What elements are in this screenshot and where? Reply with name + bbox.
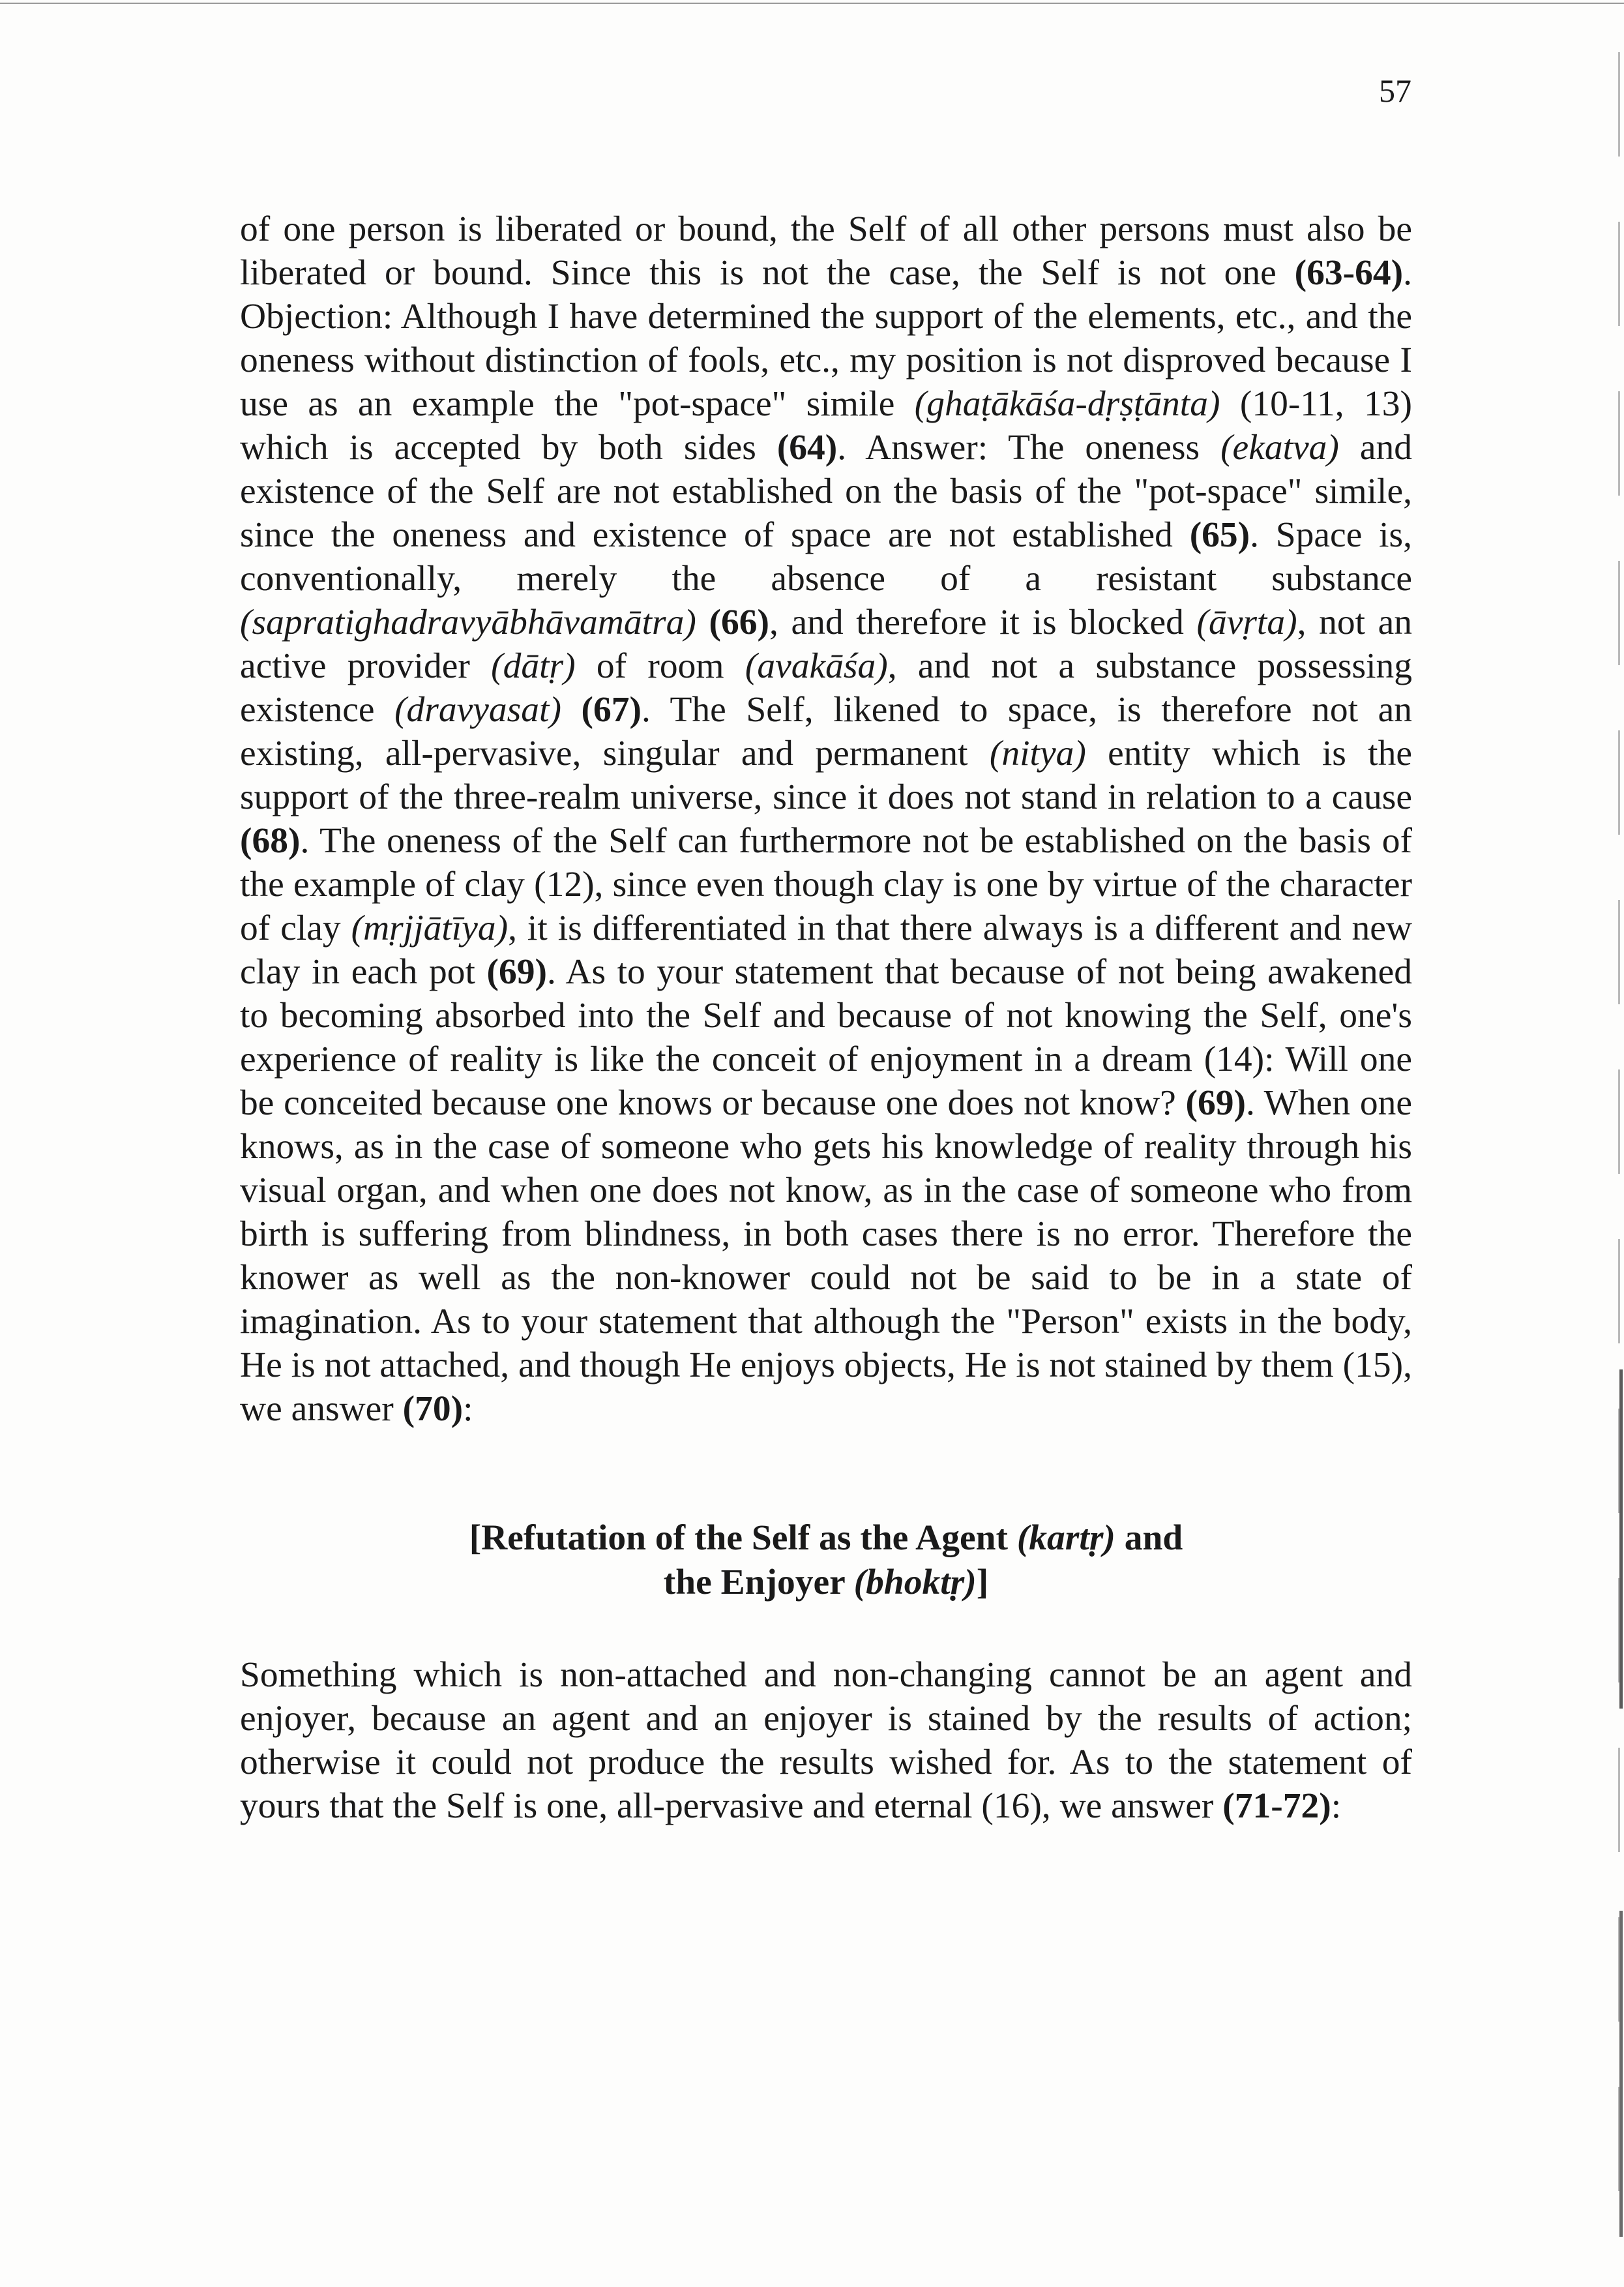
italic-term: (ekatva)	[1220, 428, 1339, 468]
body-paragraph	[240, 207, 1412, 1431]
text-run	[561, 690, 582, 730]
bold-reference: (69)	[486, 952, 547, 992]
paragraph-2	[240, 1653, 1412, 1828]
body-paragraph	[240, 1653, 1412, 1828]
bold-reference: (69)	[1185, 1083, 1246, 1123]
scan-top-edge	[0, 3, 1624, 4]
bold-reference: (67)	[581, 690, 642, 730]
bold-reference: (68)	[240, 821, 301, 861]
text-run	[696, 603, 709, 642]
bold-reference: (66)	[709, 603, 769, 642]
text-run: . Objection: Although I have determined the support of the elements, etc., and the oneness without distinction of fools, etc., my position is not disproved because I use as an example the "pot-space" simile	[240, 253, 1412, 424]
text-run: :	[1331, 1786, 1342, 1826]
heading-line-2: the Enjoyer (bhoktṛ)]	[663, 1562, 989, 1602]
italic-term: (āvṛta)	[1196, 603, 1297, 642]
text-run: , and not a substance possessing existence	[240, 646, 1412, 730]
text-run: . Space is, conventionally, merely the absence of a resistant substance	[240, 515, 1412, 599]
bold-reference: (70)	[402, 1389, 464, 1429]
italic-term: (mṛjjātīya)	[351, 908, 509, 948]
scan-right-shadow	[1619, 1911, 1623, 2237]
text-run: , it is differentiated in that there always is a different and new clay in each pot	[240, 908, 1412, 992]
italic-term: (avakāśa)	[745, 646, 888, 686]
text-run: and existence of the Self are not established on the basis of the "pot-space" simile, since the oneness and existence of space are not established	[240, 428, 1412, 555]
italic-term: (sapratighadravyābhāvamātra)	[240, 603, 696, 642]
heading-line-1: [Refutation of the Self as the Agent (kartṛ) and	[469, 1518, 1183, 1558]
text-run: . As to your statement that because of not being awakened to becoming absorbed into the Self and because of not knowing the Self, one's experience of reality is like the conceit of enjoyment in a dream (14): Will one be conceited because one knows or because one does not know?	[240, 952, 1412, 1123]
bold-reference: (65)	[1189, 515, 1250, 555]
section-heading	[240, 1516, 1412, 1605]
text-run: Something which is non-attached and non-changing cannot be an agent and enjoyer, because an agent and an enjoyer is stained by the results of action; otherwise it could not produce the results wished for. As to the statement of yours that the Self is one, all-pervasive and eternal (16), we answer	[240, 1655, 1412, 1826]
bold-reference: (71-72)	[1222, 1786, 1331, 1826]
text-run: :	[463, 1389, 473, 1429]
text-run: (10-11, 13) which is accepted by both sides	[240, 384, 1412, 468]
text-run: entity which is the support of the three-realm universe, since it does not stand in relation to a cause	[240, 734, 1412, 817]
italic-term: (dravyasat)	[394, 690, 561, 730]
italic-term: (nitya)	[989, 734, 1086, 773]
text-run: . When one knows, as in the case of someone who gets his knowledge of reality through his visual organ, and when one does not know, as in the case of someone who from birth is suffering from blindness, in both cases there is no error. Therefore the knower as well as the non-knower could not be said to be in a state of imagination. As to your statement that although the "Person" exists in the body, He is not attached, and though He enjoys objects, He is not stained by them (15), we answer	[240, 1083, 1412, 1429]
page-number: 57	[1379, 72, 1411, 109]
text-run: . The oneness of the Self can furthermore not be established on the basis of the example of clay (12), since even though clay is one by virtue of the character of clay	[240, 821, 1412, 948]
text-run: , and therefore it is blocked	[769, 603, 1197, 642]
italic-term: (dātṛ)	[491, 646, 576, 686]
text-run: , not an active provider	[240, 603, 1413, 686]
bold-reference: (63-64)	[1294, 253, 1404, 293]
bold-reference: (64)	[776, 428, 838, 468]
text-run: of one person is liberated or bound, the Self of all other persons must also be liberated or bound. Since this is not the case, the Self is not one	[240, 209, 1412, 293]
scan-right-shadow	[1619, 1369, 1623, 1709]
text-run: . The Self, likened to space, is therefore not an existing, all-pervasive, singular and permanent	[240, 690, 1413, 773]
paragraph-1	[240, 207, 1412, 1431]
italic-term: (ghaṭākāśa-dṛṣṭānta)	[914, 384, 1220, 424]
text-run: of room	[575, 646, 745, 686]
text-run: . Answer: The oneness	[837, 428, 1221, 468]
